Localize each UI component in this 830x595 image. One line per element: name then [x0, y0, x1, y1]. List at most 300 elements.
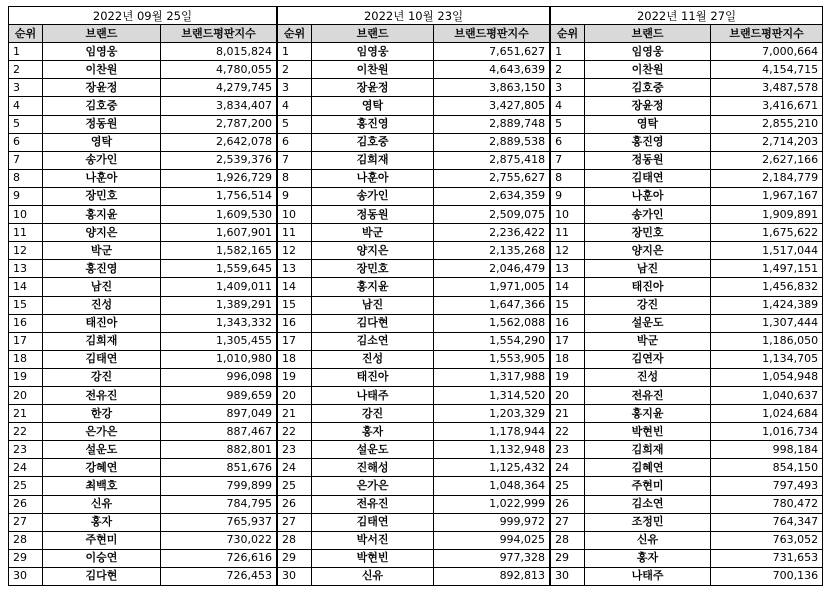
rank-cell: 20 — [551, 386, 585, 404]
rank-cell: 21 — [9, 405, 43, 423]
rank-cell: 1 — [278, 43, 312, 61]
rank-cell: 10 — [278, 206, 312, 224]
rank-cell: 28 — [551, 531, 585, 549]
rank-cell: 5 — [551, 115, 585, 133]
table-row — [551, 495, 823, 513]
table-row — [278, 115, 550, 133]
rank-cell: 16 — [278, 314, 312, 332]
index-value-cell: 1,314,520 — [434, 386, 550, 404]
brand-name-cell: 정동원 — [585, 151, 711, 169]
table-row — [551, 567, 823, 585]
brand-header: 브랜드 — [585, 25, 711, 43]
brand-name-cell: 김태연 — [312, 513, 434, 531]
brand-name-cell: 양지은 — [43, 224, 161, 242]
brand-name-cell: 나태주 — [312, 386, 434, 404]
brand-name-cell: 임영웅 — [585, 43, 711, 61]
index-value-cell: 1,424,389 — [711, 296, 823, 314]
brand-name-cell: 강진 — [585, 296, 711, 314]
rank-cell: 29 — [551, 549, 585, 567]
rank-cell: 25 — [9, 477, 43, 495]
table-row — [278, 43, 550, 61]
brand-name-cell: 전유진 — [585, 386, 711, 404]
brand-name-cell: 나훈아 — [43, 169, 161, 187]
brand-name-cell: 주현미 — [585, 477, 711, 495]
rank-cell: 17 — [551, 332, 585, 350]
index-value-cell: 3,863,150 — [434, 79, 550, 97]
index-value-cell: 1,409,011 — [161, 278, 277, 296]
brand-name-cell: 조정민 — [585, 513, 711, 531]
index-value-cell: 2,539,376 — [161, 151, 277, 169]
brand-name-cell: 김다현 — [43, 567, 161, 585]
index-value-cell: 764,347 — [711, 513, 823, 531]
brand-name-cell: 신유 — [585, 531, 711, 549]
table-row — [9, 206, 277, 224]
index-value-cell: 994,025 — [434, 531, 550, 549]
brand-name-cell: 강혜연 — [43, 459, 161, 477]
index-value-cell: 1,562,088 — [434, 314, 550, 332]
brand-name-cell: 송가인 — [312, 187, 434, 205]
brand-name-cell: 남진 — [312, 296, 434, 314]
brand-name-cell: 장민호 — [43, 187, 161, 205]
rank-cell: 25 — [278, 477, 312, 495]
brand-header: 브랜드 — [312, 25, 434, 43]
brand-name-cell: 이찬원 — [43, 61, 161, 79]
table-row — [278, 242, 550, 260]
index-value-cell: 4,780,055 — [161, 61, 277, 79]
table-row — [278, 79, 550, 97]
rank-cell: 18 — [551, 350, 585, 368]
table-row — [9, 43, 277, 61]
index-value-cell: 780,472 — [711, 495, 823, 513]
rank-cell: 3 — [9, 79, 43, 97]
rank-cell: 4 — [278, 97, 312, 115]
table-row — [9, 97, 277, 115]
index-value-cell: 1,647,366 — [434, 296, 550, 314]
table-row — [551, 405, 823, 423]
rank-cell: 22 — [278, 423, 312, 441]
index-value-cell: 1,756,514 — [161, 187, 277, 205]
index-value-cell: 1,675,622 — [711, 224, 823, 242]
brand-name-cell: 진성 — [43, 296, 161, 314]
index-value-cell: 4,279,745 — [161, 79, 277, 97]
brand-name-cell: 신유 — [43, 495, 161, 513]
index-value-cell: 1,203,329 — [434, 405, 550, 423]
brand-name-cell: 진성 — [585, 368, 711, 386]
index-header: 브랜드평판지수 — [711, 25, 823, 43]
rank-cell: 10 — [551, 206, 585, 224]
index-value-cell: 1,554,290 — [434, 332, 550, 350]
index-value-cell: 882,801 — [161, 441, 277, 459]
index-value-cell: 726,616 — [161, 549, 277, 567]
table-row — [278, 151, 550, 169]
rank-cell: 4 — [9, 97, 43, 115]
table-row — [278, 405, 550, 423]
brand-name-cell: 송가인 — [585, 206, 711, 224]
index-value-cell: 1,016,734 — [711, 423, 823, 441]
index-value-cell: 1,305,455 — [161, 332, 277, 350]
brand-name-cell: 양지은 — [312, 242, 434, 260]
rank-cell: 12 — [551, 242, 585, 260]
rank-cell: 16 — [9, 314, 43, 332]
brand-name-cell: 태진아 — [43, 314, 161, 332]
brand-header: 브랜드 — [43, 25, 161, 43]
table-row — [9, 495, 277, 513]
rank-cell: 9 — [551, 187, 585, 205]
rank-cell: 17 — [9, 332, 43, 350]
rank-cell: 15 — [551, 296, 585, 314]
table-row — [9, 278, 277, 296]
table-row — [551, 332, 823, 350]
index-value-cell: 897,049 — [161, 405, 277, 423]
rank-cell: 15 — [278, 296, 312, 314]
table-row — [9, 187, 277, 205]
index-value-cell: 1,926,729 — [161, 169, 277, 187]
brand-name-cell: 이찬원 — [312, 61, 434, 79]
table-row — [278, 61, 550, 79]
brand-name-cell: 홍지윤 — [585, 405, 711, 423]
index-value-cell: 1,010,980 — [161, 350, 277, 368]
brand-name-cell: 박군 — [312, 224, 434, 242]
index-value-cell: 1,040,637 — [711, 386, 823, 404]
rank-cell: 24 — [9, 459, 43, 477]
rank-cell: 20 — [278, 386, 312, 404]
index-value-cell: 2,714,203 — [711, 133, 823, 151]
rank-cell: 30 — [551, 567, 585, 585]
rank-cell: 26 — [9, 495, 43, 513]
brand-name-cell: 전유진 — [43, 386, 161, 404]
brand-name-cell: 장민호 — [585, 224, 711, 242]
rank-cell: 7 — [9, 151, 43, 169]
index-value-cell: 765,937 — [161, 513, 277, 531]
brand-name-cell: 강진 — [43, 368, 161, 386]
table-row — [551, 61, 823, 79]
ranking-tables — [8, 6, 823, 586]
table-row — [9, 423, 277, 441]
index-value-cell: 2,875,418 — [434, 151, 550, 169]
index-value-cell: 799,899 — [161, 477, 277, 495]
brand-name-cell: 정동원 — [312, 206, 434, 224]
index-value-cell: 1,307,444 — [711, 314, 823, 332]
table-row — [278, 441, 550, 459]
brand-name-cell: 이찬원 — [585, 61, 711, 79]
rank-cell: 2 — [551, 61, 585, 79]
index-value-cell: 2,787,200 — [161, 115, 277, 133]
table-date: 2022년 10월 23일 — [278, 7, 550, 25]
brand-name-cell: 양지은 — [585, 242, 711, 260]
index-value-cell: 1,054,948 — [711, 368, 823, 386]
brand-name-cell: 태진아 — [585, 278, 711, 296]
table-row — [551, 115, 823, 133]
table-row — [9, 567, 277, 585]
index-value-cell: 7,000,664 — [711, 43, 823, 61]
brand-name-cell: 홍지윤 — [312, 278, 434, 296]
rank-cell: 8 — [9, 169, 43, 187]
index-value-cell: 1,517,044 — [711, 242, 823, 260]
rank-cell: 19 — [551, 368, 585, 386]
rank-cell: 8 — [551, 169, 585, 187]
rank-cell: 14 — [551, 278, 585, 296]
rank-header: 순위 — [278, 25, 312, 43]
rank-cell: 14 — [9, 278, 43, 296]
rank-cell: 26 — [551, 495, 585, 513]
ranking-table-nov — [550, 6, 823, 586]
table-row — [551, 549, 823, 567]
brand-name-cell: 김희재 — [312, 151, 434, 169]
index-value-cell: 2,634,359 — [434, 187, 550, 205]
brand-name-cell: 나훈아 — [312, 169, 434, 187]
index-value-cell: 2,855,210 — [711, 115, 823, 133]
ranking-table-sep — [8, 6, 277, 586]
index-value-cell: 8,015,824 — [161, 43, 277, 61]
brand-name-cell: 영탁 — [312, 97, 434, 115]
brand-name-cell: 설운도 — [585, 314, 711, 332]
brand-name-cell: 장윤정 — [43, 79, 161, 97]
rank-cell: 28 — [9, 531, 43, 549]
rank-cell: 21 — [551, 405, 585, 423]
brand-name-cell: 영탁 — [585, 115, 711, 133]
brand-name-cell: 설운도 — [312, 441, 434, 459]
index-value-cell: 977,328 — [434, 549, 550, 567]
table-row — [9, 549, 277, 567]
index-value-cell: 1,967,167 — [711, 187, 823, 205]
index-value-cell: 2,755,627 — [434, 169, 550, 187]
brand-name-cell: 장윤정 — [585, 97, 711, 115]
table-date: 2022년 11월 27일 — [551, 7, 823, 25]
table-row — [278, 386, 550, 404]
rank-cell: 26 — [278, 495, 312, 513]
table-row — [551, 296, 823, 314]
table-row — [551, 169, 823, 187]
index-value-cell: 4,154,715 — [711, 61, 823, 79]
rank-cell: 29 — [278, 549, 312, 567]
table-row — [9, 531, 277, 549]
rank-cell: 28 — [278, 531, 312, 549]
table-row — [551, 97, 823, 115]
index-value-cell: 726,453 — [161, 567, 277, 585]
index-value-cell: 996,098 — [161, 368, 277, 386]
rank-cell: 27 — [9, 513, 43, 531]
table-row — [551, 423, 823, 441]
rank-cell: 25 — [551, 477, 585, 495]
brand-name-cell: 주현미 — [43, 531, 161, 549]
table-row — [551, 477, 823, 495]
table-row — [551, 531, 823, 549]
rank-cell: 24 — [278, 459, 312, 477]
brand-name-cell: 김태연 — [585, 169, 711, 187]
rank-cell: 7 — [278, 151, 312, 169]
table-row — [9, 386, 277, 404]
brand-name-cell: 정동원 — [43, 115, 161, 133]
table-row — [278, 495, 550, 513]
index-value-cell: 851,676 — [161, 459, 277, 477]
index-value-cell: 700,136 — [711, 567, 823, 585]
rank-cell: 11 — [551, 224, 585, 242]
table-row — [551, 151, 823, 169]
rank-cell: 3 — [278, 79, 312, 97]
table-row — [551, 368, 823, 386]
index-value-cell: 1,582,165 — [161, 242, 277, 260]
rank-cell: 1 — [9, 43, 43, 61]
rank-cell: 23 — [551, 441, 585, 459]
rank-cell: 1 — [551, 43, 585, 61]
rank-cell: 20 — [9, 386, 43, 404]
table-row — [9, 350, 277, 368]
brand-name-cell: 홍자 — [43, 513, 161, 531]
index-value-cell: 2,236,422 — [434, 224, 550, 242]
brand-name-cell: 장민호 — [312, 260, 434, 278]
rank-cell: 9 — [278, 187, 312, 205]
rank-cell: 7 — [551, 151, 585, 169]
table-row — [278, 296, 550, 314]
rank-cell: 13 — [551, 260, 585, 278]
index-value-cell: 887,467 — [161, 423, 277, 441]
rank-cell: 18 — [9, 350, 43, 368]
brand-name-cell: 박서진 — [312, 531, 434, 549]
table-row — [278, 567, 550, 585]
rank-cell: 4 — [551, 97, 585, 115]
rank-cell: 19 — [278, 368, 312, 386]
table-row — [278, 260, 550, 278]
brand-name-cell: 임영웅 — [43, 43, 161, 61]
table-row — [9, 242, 277, 260]
rank-cell: 2 — [278, 61, 312, 79]
rank-cell: 10 — [9, 206, 43, 224]
index-value-cell: 1,022,999 — [434, 495, 550, 513]
brand-name-cell: 홍자 — [312, 423, 434, 441]
index-value-cell: 1,132,948 — [434, 441, 550, 459]
index-value-cell: 1,971,005 — [434, 278, 550, 296]
table-row — [9, 133, 277, 151]
brand-name-cell: 홍진영 — [312, 115, 434, 133]
brand-name-cell: 최백호 — [43, 477, 161, 495]
table-row — [278, 314, 550, 332]
index-value-cell: 1,048,364 — [434, 477, 550, 495]
index-value-cell: 797,493 — [711, 477, 823, 495]
table-row — [278, 224, 550, 242]
rank-cell: 12 — [9, 242, 43, 260]
table-row — [551, 441, 823, 459]
brand-name-cell: 김혜연 — [585, 459, 711, 477]
rank-cell: 22 — [551, 423, 585, 441]
table-row — [9, 368, 277, 386]
table-row — [9, 115, 277, 133]
table-row — [551, 278, 823, 296]
rank-cell: 15 — [9, 296, 43, 314]
table-row — [278, 531, 550, 549]
rank-cell: 8 — [278, 169, 312, 187]
brand-name-cell: 김다현 — [312, 314, 434, 332]
brand-name-cell: 박군 — [585, 332, 711, 350]
table-row — [278, 368, 550, 386]
table-row — [9, 441, 277, 459]
brand-name-cell: 박현빈 — [585, 423, 711, 441]
brand-name-cell: 전유진 — [312, 495, 434, 513]
brand-name-cell: 홍진영 — [585, 133, 711, 151]
rank-cell: 6 — [551, 133, 585, 151]
rank-cell: 11 — [9, 224, 43, 242]
table-date: 2022년 09월 25일 — [9, 7, 277, 25]
rank-cell: 23 — [9, 441, 43, 459]
brand-name-cell: 김소연 — [585, 495, 711, 513]
index-value-cell: 3,416,671 — [711, 97, 823, 115]
rank-cell: 17 — [278, 332, 312, 350]
index-value-cell: 2,509,075 — [434, 206, 550, 224]
rank-cell: 22 — [9, 423, 43, 441]
brand-name-cell: 김연자 — [585, 350, 711, 368]
index-value-cell: 1,178,944 — [434, 423, 550, 441]
index-value-cell: 1,609,530 — [161, 206, 277, 224]
index-value-cell: 2,184,779 — [711, 169, 823, 187]
brand-name-cell: 장윤정 — [312, 79, 434, 97]
brand-name-cell: 강진 — [312, 405, 434, 423]
table-row — [551, 224, 823, 242]
index-value-cell: 1,456,832 — [711, 278, 823, 296]
brand-name-cell: 임영웅 — [312, 43, 434, 61]
table-row — [551, 206, 823, 224]
brand-name-cell: 진성 — [312, 350, 434, 368]
index-value-cell: 2,889,538 — [434, 133, 550, 151]
rank-cell: 16 — [551, 314, 585, 332]
table-row — [278, 459, 550, 477]
index-value-cell: 2,046,479 — [434, 260, 550, 278]
rank-cell: 29 — [9, 549, 43, 567]
index-value-cell: 854,150 — [711, 459, 823, 477]
brand-name-cell: 김태연 — [43, 350, 161, 368]
rank-cell: 6 — [278, 133, 312, 151]
rank-cell: 21 — [278, 405, 312, 423]
table-row — [9, 477, 277, 495]
index-value-cell: 2,642,078 — [161, 133, 277, 151]
table-row — [551, 314, 823, 332]
table-row — [551, 187, 823, 205]
table-row — [551, 513, 823, 531]
index-value-cell: 730,022 — [161, 531, 277, 549]
index-value-cell: 1,553,905 — [434, 350, 550, 368]
table-row — [278, 169, 550, 187]
brand-name-cell: 영탁 — [43, 133, 161, 151]
index-value-cell: 731,653 — [711, 549, 823, 567]
table-row — [9, 61, 277, 79]
table-row — [551, 386, 823, 404]
table-row — [551, 43, 823, 61]
index-value-cell: 1,125,432 — [434, 459, 550, 477]
rank-cell: 23 — [278, 441, 312, 459]
table-row — [551, 133, 823, 151]
table-row — [9, 332, 277, 350]
rank-cell: 5 — [9, 115, 43, 133]
brand-name-cell: 태진아 — [312, 368, 434, 386]
rank-cell: 3 — [551, 79, 585, 97]
table-row — [551, 242, 823, 260]
table-row — [278, 549, 550, 567]
table-row — [9, 459, 277, 477]
rank-header: 순위 — [9, 25, 43, 43]
brand-name-cell: 설운도 — [43, 441, 161, 459]
table-row — [278, 477, 550, 495]
rank-cell: 18 — [278, 350, 312, 368]
table-row — [278, 423, 550, 441]
brand-name-cell: 진해성 — [312, 459, 434, 477]
brand-name-cell: 김소연 — [312, 332, 434, 350]
index-value-cell: 1,607,901 — [161, 224, 277, 242]
rank-cell: 9 — [9, 187, 43, 205]
table-row — [551, 260, 823, 278]
index-value-cell: 999,972 — [434, 513, 550, 531]
brand-name-cell: 홍지윤 — [43, 206, 161, 224]
index-value-cell: 784,795 — [161, 495, 277, 513]
brand-name-cell: 은가은 — [43, 423, 161, 441]
rank-cell: 30 — [278, 567, 312, 585]
